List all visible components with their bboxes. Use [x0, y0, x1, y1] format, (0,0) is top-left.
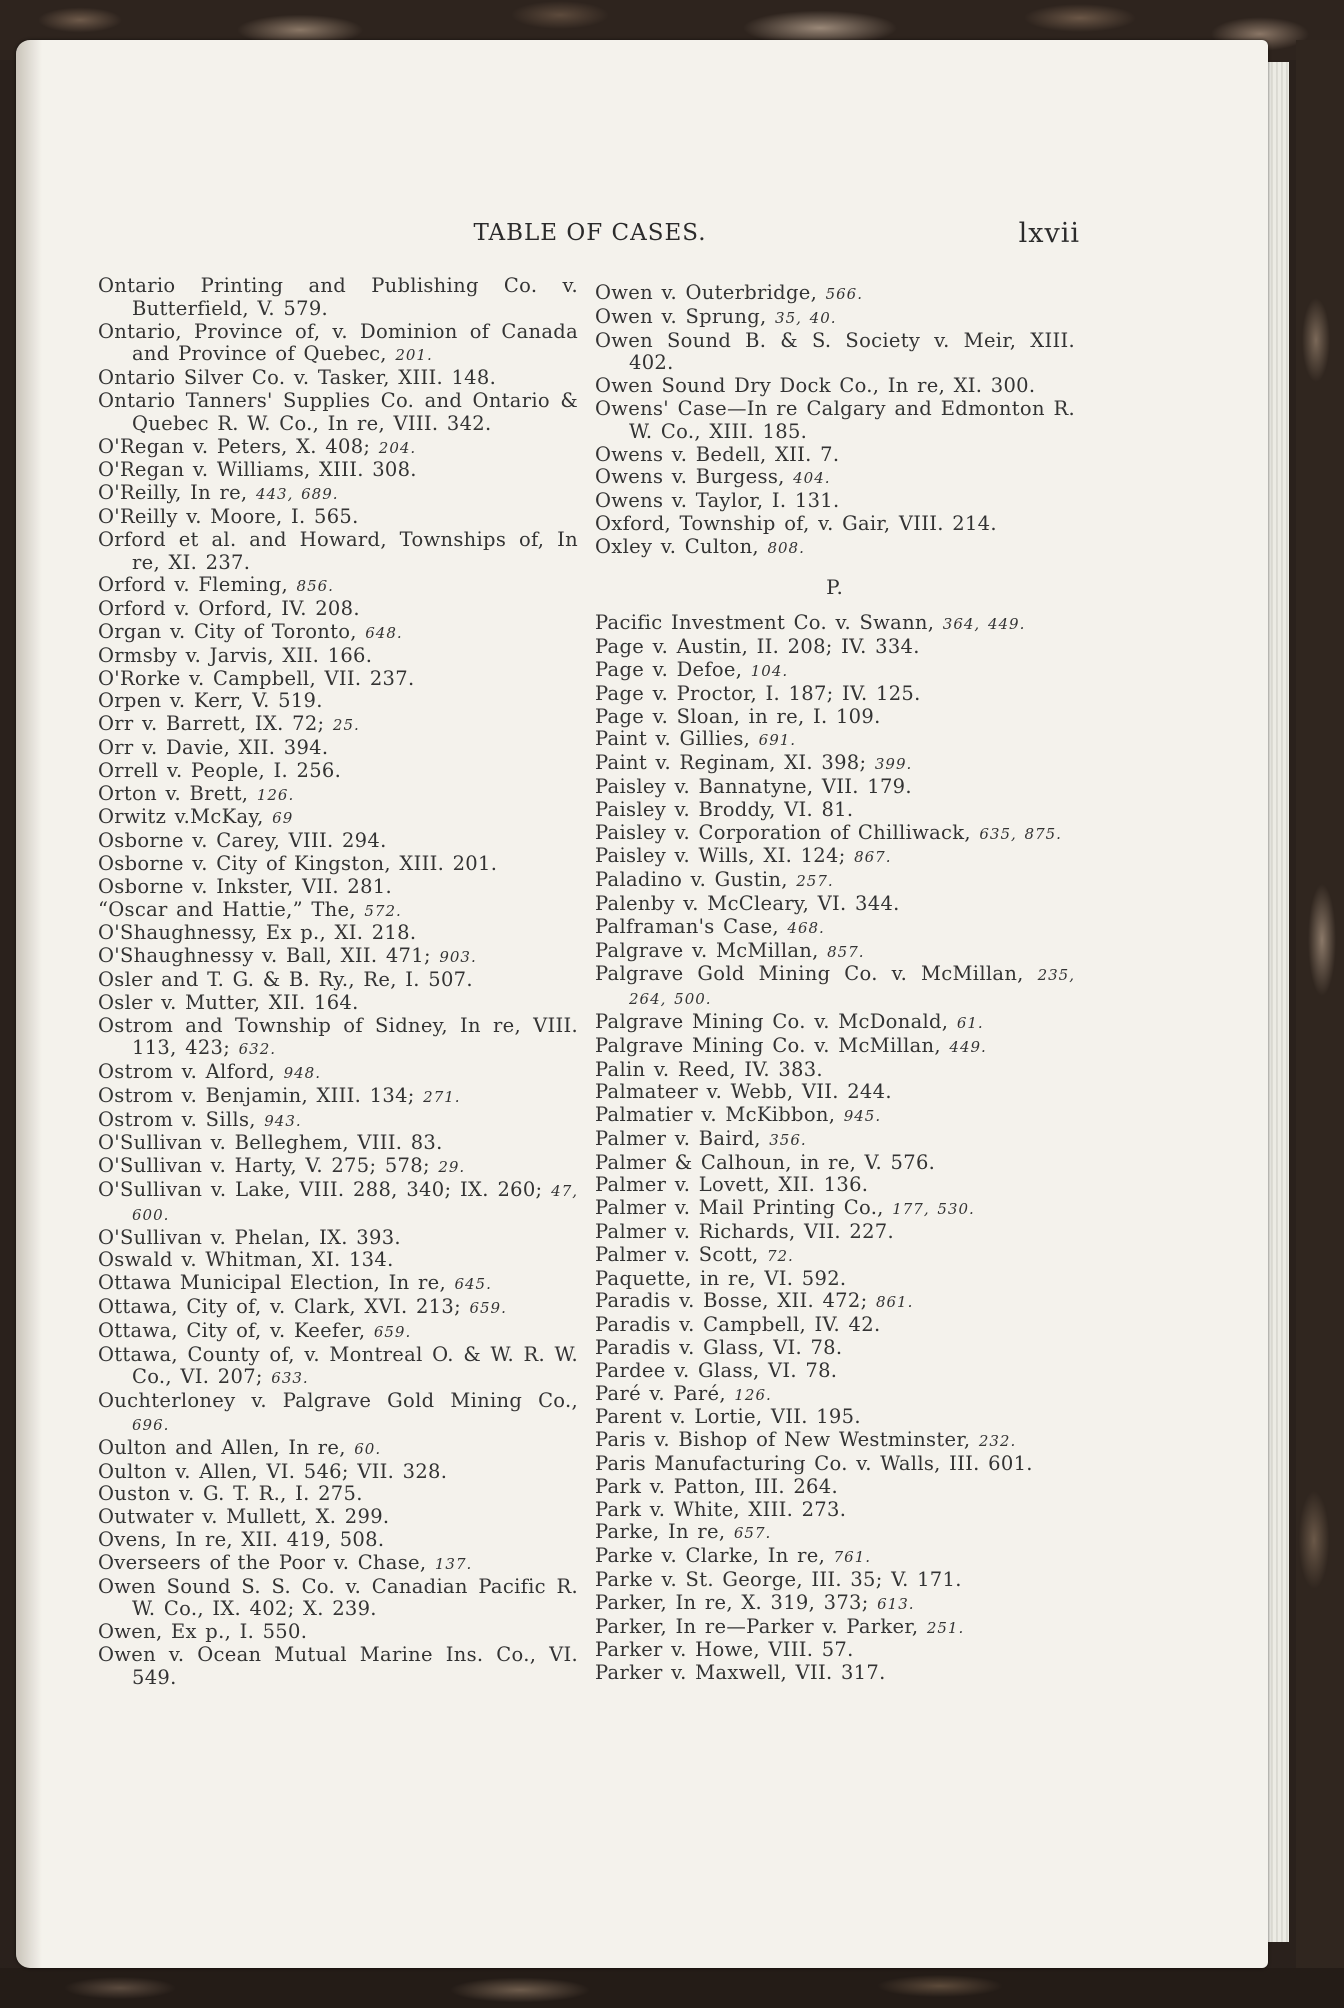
case-entry: [595, 398, 1075, 444]
case-entry: [98, 436, 578, 460]
case-entry: [595, 513, 1075, 536]
case-citation: Orr v. Davie, XII. 394.: [98, 735, 329, 759]
case-citation: Orrell v. People, I. 256.: [98, 758, 342, 782]
case-entry: [595, 1059, 1075, 1082]
case-entry: [595, 1476, 1075, 1499]
case-entry: [98, 1461, 578, 1484]
case-citation: Owen v. Outerbridge,: [595, 281, 818, 304]
case-page-reference: 691.: [758, 731, 797, 750]
case-entry: [98, 1437, 578, 1461]
case-page-reference: 635, 875.: [979, 824, 1062, 843]
case-citation: Ottawa, City of, v. Clark, XVI. 213;: [98, 1295, 461, 1319]
case-citation: Owens v. Taylor, I. 131.: [595, 489, 840, 513]
case-citation: Owen, Ex p., I. 550.: [98, 1620, 308, 1644]
case-citation: Ontario Printing and Publishing Co. v. Butterfield, V. 579.: [98, 274, 578, 320]
case-entry: [595, 845, 1075, 869]
case-citation: Ostrom v. Alford,: [98, 1060, 276, 1084]
case-citation: Owen Sound B. & S. Society v. Meir, XIII. 402.: [595, 328, 1075, 375]
case-entry: [595, 1545, 1075, 1569]
case-entry: [595, 1152, 1075, 1175]
case-entry: [595, 706, 1075, 729]
case-citation: Owen v. Ocean Mutual Marine Ins. Co., VI. 549.: [98, 1643, 578, 1689]
case-citation: Parker, In re, X. 319, 373;: [595, 1590, 869, 1614]
case-entry: [595, 306, 1075, 330]
case-entry: [595, 1521, 1075, 1545]
case-citation: Pardee v. Glass, VI. 78.: [595, 1358, 838, 1382]
case-citation: Paisley v. Corporation of Chilliwack,: [595, 820, 971, 844]
case-page-reference: 659.: [469, 1299, 507, 1318]
case-entry: [595, 1314, 1075, 1337]
case-entry: [595, 683, 1075, 706]
case-citation: Palgrave Mining Co. v. McDonald,: [595, 1009, 949, 1033]
case-citation: Paquette, in re, VI. 592.: [595, 1266, 847, 1290]
case-citation: Orford v. Orford, IV. 208.: [98, 597, 360, 621]
case-page-reference: 271.: [423, 1087, 461, 1106]
case-page-reference: 468.: [787, 918, 825, 937]
case-page-reference: 72.: [766, 1246, 794, 1265]
case-citation: Paisley v. Broddy, VI. 81.: [595, 797, 854, 821]
case-entry: [595, 1616, 1075, 1640]
case-citation: Palmatier v. McKibbon,: [595, 1103, 836, 1127]
case-entry: [98, 1155, 578, 1179]
case-citation: O'Regan v. Peters, X. 408;: [98, 434, 371, 458]
case-entry: [98, 992, 578, 1015]
case-entry: [595, 799, 1075, 822]
case-entry: [98, 275, 578, 321]
case-entry: [595, 490, 1075, 513]
case-entry: [98, 1320, 578, 1344]
case-page-reference: 177, 530.: [892, 1200, 975, 1219]
case-entry: [595, 1011, 1075, 1035]
case-entry: [595, 916, 1075, 940]
case-citation: Organ v. City of Toronto,: [98, 619, 357, 643]
case-entry: [595, 1221, 1075, 1244]
case-entry: [98, 598, 578, 621]
case-citation: Owen Sound S. S. Co. v. Canadian Pacific R. W. Co., IX. 402; X. 239.: [98, 1574, 578, 1621]
case-citation: Owen v. Sprung,: [595, 304, 767, 328]
case-entry: [595, 282, 1075, 306]
case-page-reference: 572.: [364, 901, 402, 920]
case-entry: [595, 1197, 1075, 1221]
case-citation: Oulton and Allen, In re,: [98, 1435, 346, 1459]
case-citation: Orwitz v.McKay,: [98, 805, 264, 829]
case-citation: Ontario Silver Co. v. Tasker, XIII. 148.: [98, 366, 497, 390]
case-citation: Osborne v. Carey, VIII. 294.: [98, 829, 387, 853]
case-citation: Park v. Patton, III. 264.: [595, 1474, 838, 1498]
case-page-reference: 632.: [238, 1040, 277, 1059]
case-citation: Paint v. Reginam, XI. 398;: [595, 751, 867, 775]
case-page-reference: 808.: [767, 538, 805, 557]
page-number: lxvii: [1018, 218, 1080, 249]
case-citation: Palenby v. McCleary, VI. 344.: [595, 891, 900, 915]
case-entry: [98, 1109, 578, 1133]
case-citation: Ormsby v. Jarvis, XII. 166.: [98, 643, 373, 667]
case-citation: Parke v. Clarke, In re,: [595, 1544, 826, 1568]
case-page-reference: 364, 449.: [942, 615, 1026, 634]
case-entry: [98, 853, 578, 876]
case-entry: [595, 1360, 1075, 1383]
case-citation: Paradis v. Campbell, IV. 42.: [595, 1313, 881, 1337]
case-page-reference: 443, 689.: [255, 485, 339, 504]
case-citation: Paladino v. Gustin,: [595, 868, 788, 892]
case-entry: [98, 1506, 578, 1529]
case-citation: Parent v. Lortie, VII. 195.: [595, 1405, 861, 1429]
case-entry: [595, 1639, 1075, 1662]
case-citation: Orton v. Brett,: [98, 781, 249, 805]
case-page-reference: 761.: [833, 1548, 872, 1567]
case-page-reference: 232.: [978, 1432, 1017, 1451]
case-page-reference: 126.: [734, 1385, 772, 1404]
case-citation: Owens v. Bedell, XII. 7.: [595, 442, 840, 466]
case-entry: [98, 668, 578, 691]
case-citation: Palmer v. Lovett, XII. 136.: [595, 1173, 869, 1197]
spine-shadow: [16, 40, 42, 1968]
case-page-reference: 659.: [373, 1322, 412, 1341]
case-citation: Osborne v. City of Kingston, XIII. 201.: [98, 851, 498, 875]
case-entry: [98, 1227, 578, 1250]
case-citation: Paradis v. Glass, VI. 78.: [595, 1336, 843, 1360]
case-citation: Osler v. Mutter, XII. 164.: [98, 990, 359, 1014]
case-entry: [98, 1644, 578, 1690]
case-page-reference: 903.: [439, 948, 477, 967]
case-entry: [98, 367, 578, 390]
case-page-reference: 566.: [825, 285, 863, 303]
case-citation: Paradis v. Bosse, XII. 472;: [595, 1289, 868, 1313]
case-entry: [595, 1499, 1075, 1522]
case-entry: [595, 330, 1075, 376]
case-citation: Ottawa Municipal Election, In re,: [98, 1271, 446, 1295]
case-citation: Parker v. Maxwell, VII. 317.: [595, 1661, 886, 1685]
case-citation: Ontario, Province of, v. Dominion of Canada and Province of Quebec,: [98, 319, 578, 366]
case-page-reference: 943.: [264, 1111, 302, 1130]
case-entry: [98, 899, 578, 923]
case-citation: Ostrom v. Benjamin, XIII. 134;: [98, 1083, 415, 1107]
case-citation: Ottawa, City of, v. Keefer,: [98, 1318, 366, 1342]
case-citation: Palmer v. Richards, VII. 227.: [595, 1220, 894, 1244]
case-citation: Palmer v. Scott,: [595, 1242, 759, 1266]
case-citation: Ouchterloney v. Palgrave Gold Mining Co.,: [98, 1389, 578, 1413]
case-entry: [98, 713, 578, 737]
case-citation: Orford v. Fleming,: [98, 573, 289, 597]
case-entry: [98, 506, 578, 529]
case-entry: [98, 1132, 578, 1155]
case-entry: [595, 1453, 1075, 1476]
case-citation: Ostrom and Township of Sidney, In re, VIII. 113, 423;: [98, 1013, 578, 1060]
case-citation: Orford et al. and Howard, Townships of, In re, XI. 237.: [98, 527, 578, 574]
case-page-reference: 648.: [365, 623, 403, 642]
case-citation: Parker v. Howe, VIII. 57.: [595, 1638, 854, 1662]
case-entry: [98, 482, 578, 506]
case-citation: Paisley v. Wills, XI. 124;: [595, 844, 846, 868]
case-citation: Osler and T. G. & B. Ry., Re, I. 507.: [98, 967, 473, 991]
case-entry: [595, 1081, 1075, 1104]
case-citation: Paint v. Gillies,: [595, 727, 751, 751]
case-page-reference: 645.: [454, 1275, 492, 1294]
case-page-reference: 35, 40.: [775, 308, 837, 327]
case-citation: Outwater v. Mullett, X. 299.: [98, 1505, 390, 1529]
case-page-reference: 201.: [395, 346, 433, 365]
case-citation: Paris v. Bishop of New Westminster,: [595, 1428, 971, 1452]
case-citation: Page v. Defoe,: [595, 657, 743, 681]
case-entry: [98, 1390, 578, 1437]
case-citation: Palgrave Gold Mining Co. v. McMillan,: [595, 962, 1024, 986]
case-citation: O'Shaughnessy v. Ball, XII. 471;: [98, 944, 431, 968]
case-entry: [595, 776, 1075, 799]
case-page-reference: 104.: [750, 661, 789, 680]
case-page-reference: 235, 264, 500.: [629, 966, 1075, 1009]
case-page-reference: 696.: [132, 1416, 170, 1435]
case-entry: [98, 737, 578, 760]
case-page-reference: 29.: [438, 1158, 466, 1177]
case-entry: [595, 752, 1075, 776]
section-letter-heading: P.: [826, 574, 844, 599]
case-entry: [595, 1244, 1075, 1268]
case-citation: Parke v. St. George, III. 35; V. 171.: [595, 1568, 962, 1592]
case-page-reference: 613.: [877, 1594, 915, 1613]
case-citation: O'Reilly, In re,: [98, 481, 248, 505]
case-entry: [98, 1552, 578, 1576]
case-entry: [595, 375, 1075, 398]
case-entry: [98, 922, 578, 945]
case-page-reference: 633.: [271, 1369, 309, 1388]
case-citation: Palmer v. Mail Printing Co.,: [595, 1196, 884, 1220]
case-entry: [595, 1290, 1075, 1314]
case-citation: Page v. Austin, II. 208; IV. 334.: [595, 635, 920, 659]
case-citation: O'Sullivan v. Lake, VIII. 288, 340; IX. 260;: [98, 1178, 543, 1202]
left-column: [98, 275, 578, 1690]
case-entry: [98, 1179, 578, 1227]
case-page-reference: 47, 600.: [132, 1182, 579, 1224]
case-page-reference: 657.: [733, 1524, 772, 1543]
case-page-reference: 404.: [793, 469, 831, 488]
case-citation: Palgrave Mining Co. v. McMillan,: [595, 1033, 941, 1057]
case-citation: O'Regan v. Williams, XIII. 308.: [98, 458, 417, 482]
case-page-reference: 61.: [956, 1013, 984, 1032]
case-entry: [595, 1174, 1075, 1197]
case-citation: Ovens, In re, XII. 419, 508.: [98, 1528, 385, 1552]
case-entry: [595, 444, 1075, 467]
case-citation: O'Sullivan v. Phelan, IX. 393.: [98, 1225, 401, 1249]
case-entry: [595, 659, 1075, 683]
case-page-reference: 356.: [769, 1130, 807, 1149]
case-page-reference: 251.: [926, 1618, 965, 1637]
case-entry: [98, 1061, 578, 1085]
case-citation: Oswald v. Whitman, XI. 134.: [98, 1248, 394, 1272]
case-citation: Pacific Investment Co. v. Swann,: [595, 611, 935, 635]
case-citation: Oulton v. Allen, VI. 546; VII. 328.: [98, 1459, 448, 1483]
case-citation: Palmateer v. Webb, VII. 244.: [595, 1080, 892, 1104]
case-entry: [98, 760, 578, 783]
case-entry: [98, 945, 578, 969]
case-citation: Paris Manufacturing Co. v. Walls, III. 601.: [595, 1452, 1033, 1476]
case-citation: Osborne v. Inkster, VII. 281.: [98, 874, 392, 898]
case-entry: [595, 1268, 1075, 1291]
case-page-reference: 137.: [434, 1554, 473, 1573]
case-entry: [595, 1592, 1075, 1616]
case-citation: Page v. Sloan, in re, I. 109.: [595, 704, 881, 728]
case-entry: [595, 869, 1075, 893]
case-citation: O'Rorke v. Campbell, VII. 237.: [98, 666, 415, 690]
case-entry: [595, 940, 1075, 964]
case-entry: [595, 1035, 1075, 1059]
running-head-title: TABLE OF CASES.: [473, 220, 707, 246]
case-citation: Owen Sound Dry Dock Co., In re, XI. 300.: [595, 374, 1036, 398]
case-entry: [98, 321, 578, 368]
case-page-reference: 856.: [296, 577, 334, 596]
case-page-reference: 857.: [827, 942, 865, 961]
case-entry: [98, 1296, 578, 1320]
case-citation: Ouston v. G. T. R., I. 275.: [98, 1482, 363, 1506]
case-entry: [98, 1015, 578, 1062]
right-column: [595, 282, 1075, 1685]
case-entry: [595, 612, 1075, 636]
case-page-reference: 861.: [875, 1293, 914, 1312]
case-entry: [595, 536, 1075, 560]
case-citation: Palin v. Reed, IV. 383.: [595, 1057, 823, 1081]
case-entry: [98, 574, 578, 598]
case-citation: O'Sullivan v. Belleghem, VIII. 83.: [98, 1131, 443, 1155]
case-entry: [595, 1662, 1075, 1685]
case-entry: [595, 822, 1075, 846]
case-entry: [595, 1104, 1075, 1128]
o-entries: [595, 282, 1075, 560]
case-entry: [595, 893, 1075, 916]
case-citation: O'Reilly v. Moore, I. 565.: [98, 504, 359, 528]
case-citation: Orr v. Barrett, IX. 72;: [98, 712, 325, 736]
case-citation: Oxford, Township of, v. Gair, VIII. 214.: [595, 511, 997, 535]
case-citation: Palmer & Calhoun, in re, V. 576.: [595, 1150, 936, 1174]
case-entry: [98, 1272, 578, 1296]
case-entry: [595, 1406, 1075, 1429]
case-entry: [98, 1529, 578, 1552]
case-entry: [98, 876, 578, 899]
case-page-reference: 25.: [332, 716, 360, 735]
case-page-reference: 867.: [854, 848, 892, 867]
case-entry: [98, 459, 578, 482]
case-entry: [98, 1483, 578, 1506]
case-page-reference: 449.: [949, 1037, 987, 1056]
case-citation: Palgrave v. McMillan,: [595, 938, 819, 962]
case-page-reference: 257.: [796, 872, 834, 891]
case-citation: Parker, In re—Parker v. Parker,: [595, 1614, 919, 1638]
case-page-reference: 204.: [378, 438, 417, 457]
case-citation: Ostrom v. Sills,: [98, 1107, 256, 1131]
case-entry: [595, 1429, 1075, 1453]
case-page-reference: 60.: [354, 1439, 382, 1458]
case-page-reference: 945.: [843, 1107, 882, 1126]
case-citation: O'Sullivan v. Harty, V. 275; 578;: [98, 1154, 430, 1178]
case-entry: [98, 783, 578, 807]
case-citation: Owens v. Burgess,: [595, 465, 785, 489]
case-entry: [98, 969, 578, 992]
case-page-reference: 69: [272, 809, 294, 828]
case-entry: [98, 830, 578, 853]
case-entry: [595, 1569, 1075, 1592]
case-entry: [98, 1344, 578, 1391]
case-entry: [98, 645, 578, 668]
case-citation: Ottawa, County of, v. Montreal O. & W. R. W. Co., VI. 207;: [98, 1342, 578, 1389]
case-entry: [595, 963, 1075, 1011]
case-entry: [98, 806, 578, 830]
p-entries: [595, 612, 1075, 1685]
case-entry: [98, 529, 578, 575]
case-entry: [595, 1383, 1075, 1407]
case-citation: Palframan's Case,: [595, 914, 779, 938]
case-citation: Paré v. Paré,: [595, 1381, 726, 1405]
case-entry: [98, 1085, 578, 1109]
case-citation: “Oscar and Hattie,” The,: [98, 897, 356, 921]
case-citation: Palmer v. Baird,: [595, 1126, 761, 1150]
case-entry: [98, 1249, 578, 1272]
case-entry: [595, 1128, 1075, 1152]
case-entry: [98, 390, 578, 436]
case-citation: Parke, In re,: [595, 1520, 726, 1544]
case-entry: [98, 1576, 578, 1622]
case-entry: [98, 1621, 578, 1644]
case-citation: Owens' Case—In re Calgary and Edmonton R. W. Co., XIII. 185.: [595, 396, 1075, 443]
case-citation: Orpen v. Kerr, V. 519.: [98, 689, 323, 713]
case-citation: Overseers of the Poor v. Chase,: [98, 1550, 427, 1574]
marbled-endpaper-bottom: [0, 1968, 1344, 2008]
case-citation: Ontario Tanners' Supplies Co. and Ontario & Quebec R. W. Co., In re, VIII. 342.: [98, 388, 578, 435]
case-entry: [595, 636, 1075, 659]
case-entry: [98, 690, 578, 713]
case-citation: O'Shaughnessy, Ex p., XI. 218.: [98, 921, 417, 945]
case-page-reference: 948.: [283, 1064, 321, 1083]
case-entry: [595, 466, 1075, 490]
case-citation: Oxley v. Culton,: [595, 534, 759, 558]
case-citation: Page v. Proctor, I. 187; IV. 125.: [595, 681, 921, 705]
case-entry: [595, 728, 1075, 752]
case-page-reference: 126.: [256, 785, 295, 804]
case-citation: Paisley v. Bannatyne, VII. 179.: [595, 774, 912, 798]
case-entry: [98, 621, 578, 645]
case-citation: Park v. White, XIII. 273.: [595, 1497, 847, 1521]
case-entry: [595, 1337, 1075, 1360]
marbled-endpaper-right: [1296, 40, 1344, 1980]
case-page-reference: 399.: [874, 755, 913, 774]
